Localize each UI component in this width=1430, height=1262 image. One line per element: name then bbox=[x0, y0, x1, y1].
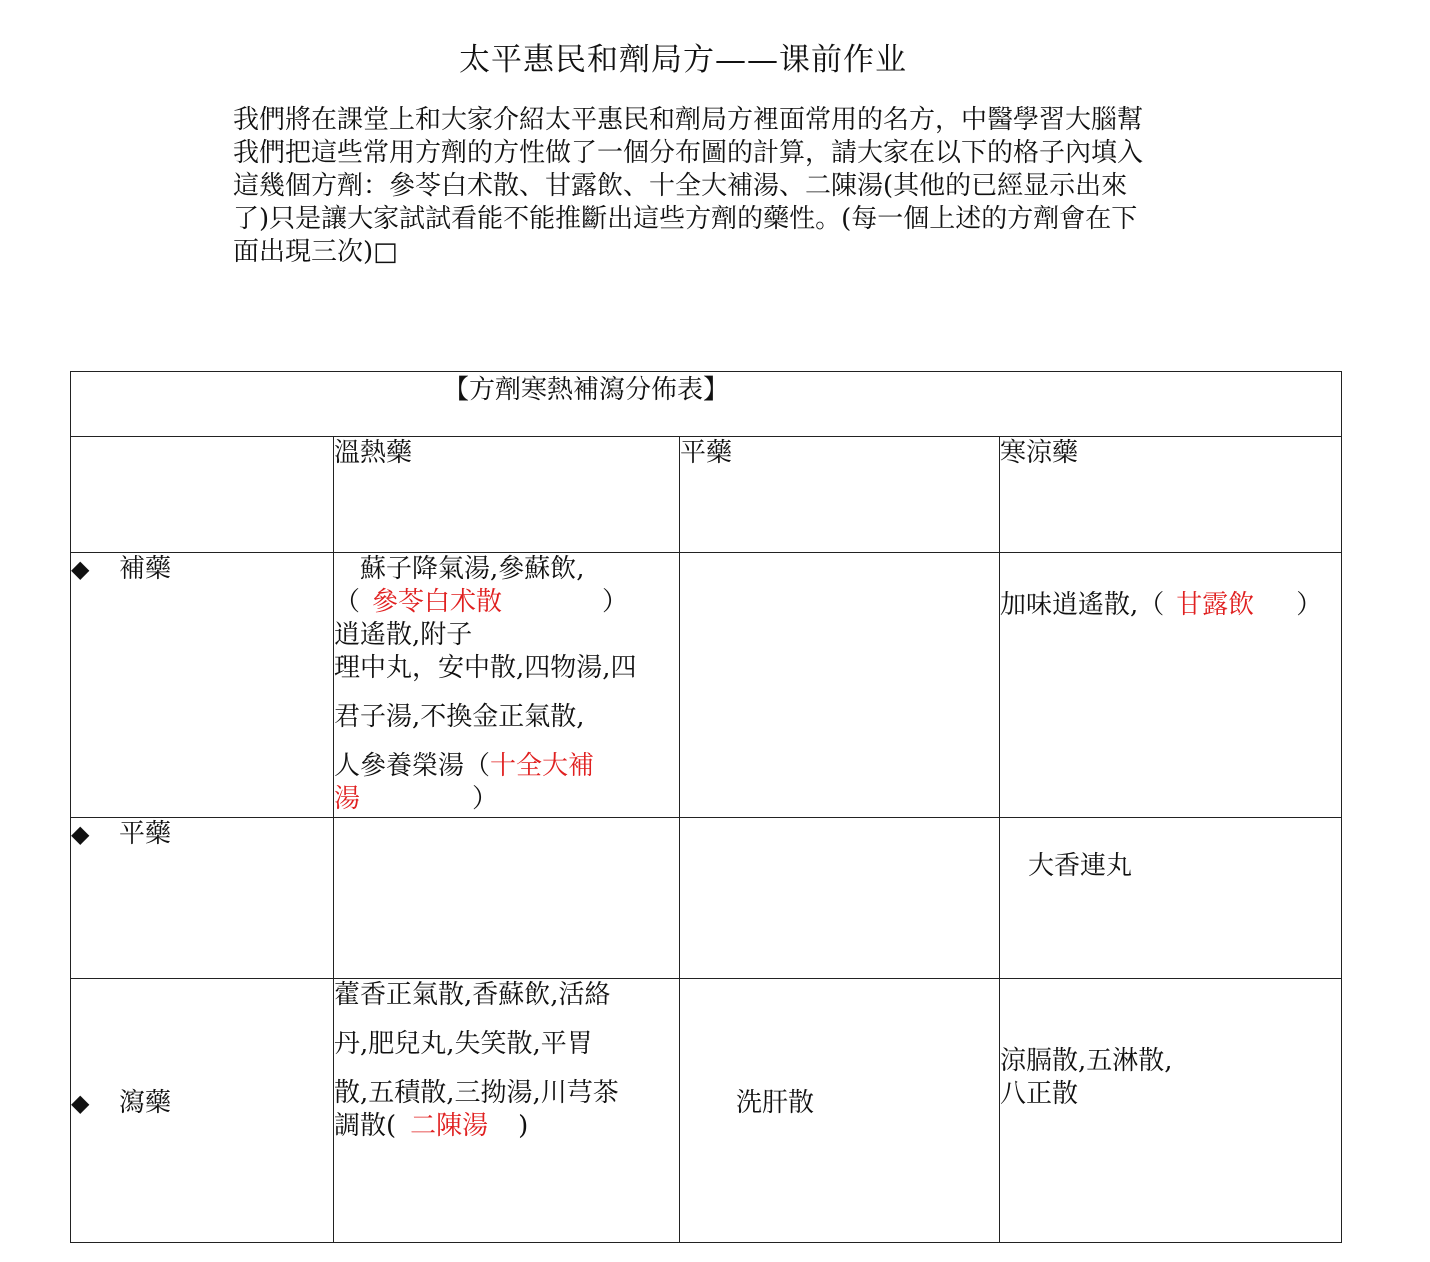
cell-line: 藿香正氣散,香蘇飲,活絡 bbox=[334, 980, 611, 1010]
cell-line: 蘇子降氣湯,參蘇飲, bbox=[360, 554, 585, 584]
cell-line: 散,五積散,三拗湯,川芎茶 bbox=[334, 1078, 619, 1108]
diamond-bullet-icon: ◆ bbox=[71, 555, 90, 583]
cell-bu-warm bbox=[334, 553, 680, 818]
cell-line bbox=[334, 1110, 679, 1143]
intro-line: 面出現三次)□ bbox=[233, 237, 398, 267]
open-paren: （ bbox=[334, 587, 361, 617]
row-label-ping: 平藥 bbox=[119, 819, 172, 849]
cell-xie-warm bbox=[334, 979, 680, 1243]
answer-shiquan-dabu-tang-part1: 十全大補 bbox=[490, 751, 595, 781]
cell-line bbox=[1000, 589, 1341, 622]
table-caption-cell bbox=[71, 372, 1342, 437]
table-caption: 【方劑寒熱補瀉分佈表】 bbox=[443, 375, 730, 405]
distribution-table bbox=[70, 371, 1342, 1243]
intro-line: 了)只是讓大家試試看能不能推斷出這些方劑的藥性。(每一個上述的方劑會在下 bbox=[233, 204, 1138, 234]
row-label-xie: 瀉藥 bbox=[119, 1088, 172, 1118]
cell-xie-cold bbox=[1000, 979, 1342, 1243]
col-header-warm: 溫熱藥 bbox=[334, 437, 680, 553]
diamond-bullet-icon: ◆ bbox=[71, 820, 90, 848]
cell-text: 人參養榮湯（ bbox=[334, 751, 491, 781]
row-header-bu bbox=[71, 553, 334, 818]
cell-bu-cold bbox=[1000, 553, 1342, 818]
diamond-bullet-icon: ◆ bbox=[71, 1089, 90, 1117]
cell-ping-cold bbox=[1000, 818, 1342, 979]
cell-bu-neutral bbox=[680, 553, 1000, 818]
cell-line bbox=[334, 586, 679, 619]
cell-ping-warm bbox=[334, 818, 680, 979]
intro-line: 這幾個方劑：參苓白术散、甘露飲、十全大補湯、二陳湯(其他的已經显示出來 bbox=[233, 171, 1128, 201]
answer-ganlu-yin: 甘露飲 bbox=[1176, 590, 1255, 620]
answer-erchen-tang: 二陳湯 bbox=[410, 1111, 489, 1141]
cell-line: 逍遙散,附子 bbox=[334, 620, 473, 650]
row-header-ping bbox=[71, 818, 334, 979]
cell-line: 丹,肥兒丸,失笑散,平胃 bbox=[334, 1029, 593, 1059]
document-title: 太平惠民和劑局方——课前作业 bbox=[459, 42, 907, 78]
cell-ping-neutral bbox=[680, 818, 1000, 979]
header-blank-cell bbox=[71, 437, 334, 553]
cell-text: 加味逍遙散,（ bbox=[1000, 590, 1165, 620]
intro-line: 我們把這些常用方劑的方性做了一個分布圖的計算，請大家在以下的格子內填入 bbox=[233, 138, 1144, 168]
col-header-neutral: 平藥 bbox=[680, 437, 1000, 553]
close-paren: ） bbox=[472, 784, 499, 814]
cell-line: 理中丸，安中散,四物湯,四 bbox=[334, 653, 637, 683]
cell-line bbox=[334, 750, 679, 783]
answer-shenling-baizhu-san: 參苓白术散 bbox=[372, 587, 503, 617]
cell-text: 調散( bbox=[334, 1111, 397, 1141]
cell-line: 涼膈散,五淋散, bbox=[1000, 1046, 1173, 1076]
intro-line: 我們將在課堂上和大家介紹太平惠民和劑局方裡面常用的名方，中醫學習大腦幫 bbox=[233, 105, 1144, 135]
cell-line bbox=[334, 783, 679, 816]
intro-paragraph bbox=[233, 104, 1178, 269]
cell-line: 大香連丸 bbox=[1028, 851, 1133, 881]
col-header-cold: 寒涼藥 bbox=[1000, 437, 1342, 553]
cell-line: 君子湯,不換金正氣散, bbox=[334, 702, 585, 732]
close-paren: ) bbox=[518, 1111, 529, 1141]
answer-shiquan-dabu-tang-part2: 湯 bbox=[334, 784, 361, 814]
row-header-xie bbox=[71, 979, 334, 1243]
row-label-bu: 補藥 bbox=[119, 554, 172, 584]
cell-line: 洗肝散 bbox=[736, 1088, 815, 1118]
cell-xie-neutral bbox=[680, 979, 1000, 1243]
cell-line: 八正散 bbox=[1000, 1079, 1079, 1109]
close-paren: ） bbox=[602, 587, 629, 617]
close-paren: ） bbox=[1296, 590, 1323, 620]
